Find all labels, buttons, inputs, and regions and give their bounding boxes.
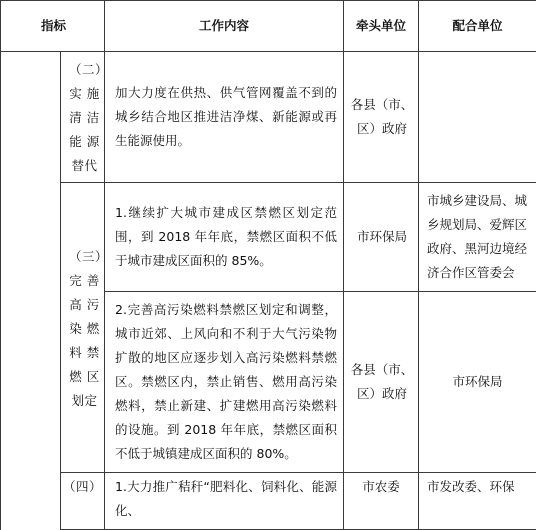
section-label — [61, 473, 105, 530]
lead-unit-cell: 市环保局 — [344, 183, 419, 292]
section-label-line: 清 洁 — [69, 106, 100, 130]
lead-unit-cell: 市农委 — [344, 473, 419, 530]
section-label-line: 料 禁 — [69, 341, 100, 365]
section-label-line: （三） — [69, 245, 100, 269]
work-content-cell: 加大力度在供热、供气管网覆盖不到的城乡结合地区推进洁净煤、新能源或再生能源使用。 — [105, 52, 344, 183]
section-label-line: 染 燃 — [69, 317, 100, 341]
section-label-line: 能 源 — [69, 130, 100, 154]
work-content-cell: 1.大力推广秸秆“肥料化、饲料化、能源化、 — [105, 473, 344, 530]
section-label-line: （四） — [61, 475, 104, 499]
lead-unit-cell: 各县（市、区）政府 — [344, 292, 419, 473]
leading-blank-cell — [1, 292, 61, 473]
lead-unit-cell: 各县（市、区）政府 — [344, 52, 419, 183]
header-indicator: 指标 — [1, 1, 105, 52]
leading-blank-cell — [1, 183, 61, 292]
header-lead-unit: 牵头单位 — [344, 1, 419, 52]
section-label-line: 实 施 — [69, 82, 100, 106]
section-label-line: 替代 — [69, 154, 100, 178]
table-row — [1, 473, 536, 530]
section-label — [61, 183, 105, 473]
coop-unit-cell: 市城乡建设局、城乡规划局、爱辉区政府、黑河边境经济合作区管委会 — [419, 183, 536, 292]
coop-unit-cell: 市环保局 — [419, 292, 536, 473]
section-label-line: 划定 — [69, 389, 100, 413]
section-label-line: （二） — [69, 58, 100, 82]
header-row — [1, 1, 536, 52]
section-label-line: 完 善 — [69, 269, 100, 293]
section-label — [61, 52, 105, 183]
section-label-line: 高 污 — [69, 293, 100, 317]
table-row — [1, 183, 536, 292]
section-label-line: 燃 区 — [69, 365, 100, 389]
leading-blank-cell — [1, 52, 61, 183]
header-content: 工作内容 — [105, 1, 344, 52]
work-content-cell: 1.继续扩大城市建成区禁燃区划定范围，到 2018 年年底，禁燃区面积不低于城市建成区面积的 85%。 — [105, 183, 344, 292]
coop-unit-cell — [419, 52, 536, 183]
leading-blank-cell — [1, 473, 61, 530]
work-content-cell: 2.完善高污染燃料禁燃区划定和调整，城市近郊、上风向和不利于大气污染物扩散的地区应逐步划入高污染燃料禁燃区。禁燃区内，禁止销售、燃用高污染燃料，禁止新建、扩建燃用高污染燃料的设施。到 2018 年年底，禁燃区面积不低于城镇建成区面积的 80%。 — [105, 292, 344, 473]
table-row — [1, 52, 536, 183]
header-coop-unit: 配合单位 — [419, 1, 536, 52]
coop-unit-cell: 市发改委、环保 — [419, 473, 536, 530]
